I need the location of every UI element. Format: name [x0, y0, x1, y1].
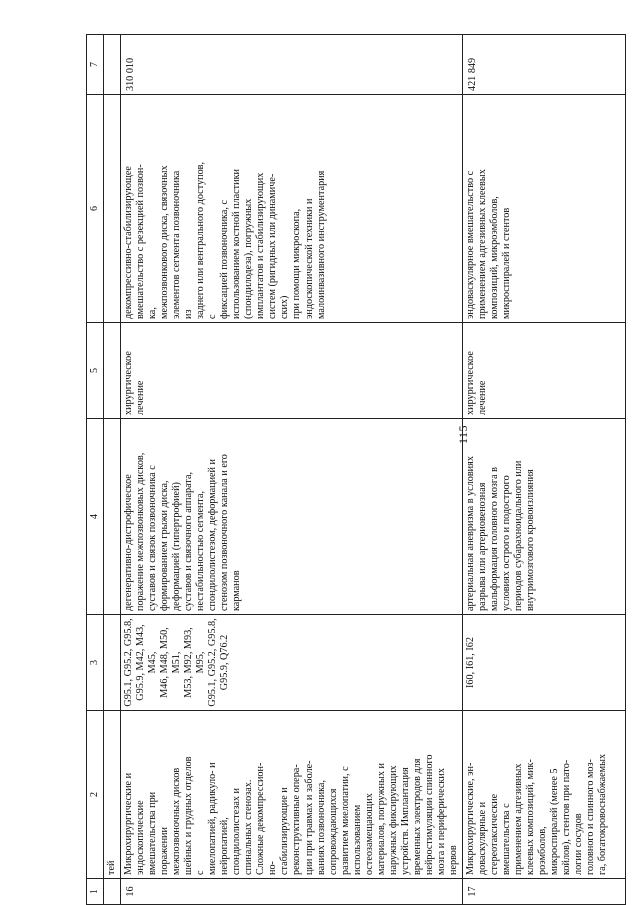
- cell-line: ваниях позвоночника,: [315, 779, 327, 875]
- cell-line: койлов), стентов при пато-: [561, 759, 573, 875]
- rotated-table-wrapper: [86, 35, 626, 905]
- header-cell-5: 5: [87, 323, 104, 419]
- cell-line: Микрохирургические и: [123, 772, 135, 875]
- treatment-type-cell: хирургическое лечение: [121, 323, 463, 419]
- table-header-row: [87, 35, 104, 905]
- cell-line: шейных и грудных отделов: [183, 756, 195, 875]
- cell-line: M95,: [195, 651, 207, 674]
- cell-line: использованием: [351, 804, 363, 875]
- header-cell-2: 2: [87, 711, 104, 879]
- cell-line: Сложные декомпрессион-: [255, 762, 267, 875]
- cell-line: логии сосудов: [573, 813, 585, 875]
- cell-line: эндоскопической техники и: [303, 198, 315, 319]
- cell-line: заднего или вентрального доступов,: [195, 161, 207, 319]
- row-number: 16: [121, 879, 463, 905]
- cell-line: мозга и периферических: [435, 768, 447, 875]
- cell-line: межпозвонкового диска, связочных: [159, 165, 171, 319]
- medical-services-table: [86, 34, 626, 905]
- cell-line: вмешательство с резекцией позвон-: [135, 164, 147, 319]
- cell-line: доваскулярные и: [476, 801, 488, 875]
- cell-line: внутримозгового кровоизлияния: [525, 469, 537, 611]
- cell-line: применением адгезивных: [513, 763, 525, 875]
- treatment-type-cell: хирургическое лечение: [462, 323, 625, 419]
- header-cell-4: 4: [87, 419, 104, 615]
- cell-line: клеевых композиций, мик-: [525, 759, 537, 875]
- cell-line: нейропатией,: [219, 817, 231, 875]
- cont-cell-3: [104, 615, 121, 711]
- cell-line: стабилизирующие и: [279, 787, 291, 875]
- cell-line: эндоскопические: [135, 800, 147, 875]
- diagnosis-cell: [462, 419, 625, 615]
- cell-line: головного и спинного моз-: [585, 759, 597, 875]
- cell-line: композиций, микроэмболов,: [488, 196, 500, 319]
- cell-line: карманов: [231, 570, 243, 611]
- cell-line: спондилолистезом, деформацией и: [207, 459, 219, 611]
- header-cell-6: 6: [87, 95, 104, 323]
- cell-line: роэмболов,: [537, 826, 549, 875]
- table-row: [121, 35, 463, 905]
- cell-line: стенозом позвоночного канала и его: [219, 454, 231, 611]
- cell-line: сопровождающихся: [327, 788, 339, 875]
- cell-line: условиях острого и подострого: [501, 475, 512, 611]
- cell-line: материалов, погружных и: [375, 763, 387, 875]
- cell-line: ка,: [147, 307, 159, 319]
- cell-line: развитием миелопатии, с: [339, 766, 351, 875]
- cell-line: га, богатокровоснабжаемых: [597, 753, 609, 875]
- cell-line: суставов и связочного аппарата,: [183, 471, 195, 611]
- cell-line: систем (ригидных или динамиче-: [267, 173, 279, 319]
- cell-line: наружных фиксирующих: [387, 765, 399, 875]
- cont-cell-6: [104, 95, 121, 323]
- cell-line: G95.9, Q76.2: [219, 634, 231, 691]
- cell-line: имплантатов и стабилизирующих: [255, 172, 267, 319]
- cell-line: I60, I61, I62: [464, 637, 476, 688]
- icd-codes-cell: [462, 615, 625, 711]
- cell-line: из: [183, 309, 195, 319]
- cell-line: суставов и связок позвоночника с: [147, 465, 159, 611]
- cell-line: вмешательства с: [501, 803, 512, 875]
- service-name-cell: [462, 711, 625, 879]
- cont-cell-2: тей: [104, 711, 121, 879]
- cell-line: применением адгезивных клеевых: [476, 169, 488, 319]
- cell-line: декомпрессивно-стабилизирующее: [123, 166, 135, 319]
- page-number: 115: [456, 424, 470, 444]
- cell-line: микроспиралей и стентов: [501, 207, 512, 319]
- cell-line: фиксацией позвоночника, с: [219, 200, 231, 319]
- row-number: 17: [462, 879, 625, 905]
- cell-line: но-: [267, 861, 279, 875]
- cell-line: ских): [279, 295, 291, 319]
- cell-line: G95.1, G95.2, G95.8,: [123, 618, 135, 707]
- cell-line: G95.1, G95.2, G95.8,: [207, 618, 219, 707]
- cell-line: с: [207, 314, 219, 319]
- cell-line: G95.9, M42, M43,: [135, 624, 147, 701]
- price-cell: 310 010: [121, 35, 463, 95]
- cell-line: спинальных стенозах.: [243, 779, 255, 875]
- cell-line: эндоваскулярное вмешательство с: [464, 170, 476, 319]
- cell-line: межпозвоночных дисков: [171, 767, 183, 875]
- service-name-cell: [121, 711, 463, 879]
- cell-line: спондилолистезах и: [231, 788, 243, 875]
- header-cell-7: 7: [87, 35, 104, 95]
- cell-line: M46, M48, M50,: [159, 627, 171, 698]
- treatment-method-cell: [121, 95, 463, 323]
- cell-line: стереотаксические: [488, 793, 500, 875]
- header-cell-1: 1: [87, 879, 104, 905]
- cell-line: нервов: [447, 845, 459, 875]
- cont-cell-1: [104, 879, 121, 905]
- treatment-method-cell: [462, 95, 625, 323]
- cell-line: реконструктивные опера-: [291, 764, 303, 875]
- cell-line: деформацией (гипертрофией): [171, 482, 183, 611]
- cell-line: малоинвазивного инструментария: [315, 170, 327, 319]
- diagnosis-cell: [121, 419, 463, 615]
- cell-line: дегенеративно-дистрофическое: [123, 474, 135, 611]
- cell-line: артериальная аневризма в условиях: [464, 456, 476, 611]
- cell-line: миелопатией, радикуло- и: [207, 762, 219, 875]
- table-row: [462, 35, 625, 905]
- cell-line: вмешательства при: [147, 791, 159, 875]
- cell-line: с: [195, 870, 207, 875]
- cell-line: периодов субарахноидального или: [513, 460, 525, 611]
- cell-line: разрыва или артериовенозная: [476, 482, 488, 611]
- header-cell-3: 3: [87, 615, 104, 711]
- cell-line: Микрохирургические, эн-: [464, 762, 476, 875]
- cell-line: микроспиралей (менее 5: [549, 768, 561, 875]
- cell-line: использованием костной пластики: [231, 169, 243, 319]
- cell-line: M45,: [147, 651, 159, 674]
- cell-line: мальформация головного мозга в: [488, 467, 500, 611]
- cell-line: ции при травмах и заболе-: [303, 760, 315, 875]
- icd-codes-cell: [121, 615, 463, 711]
- cell-line: поражение межпозвонковых дисков,: [135, 452, 147, 611]
- cell-line: формированием грыжи диска,: [159, 480, 171, 611]
- cell-line: элементов сегмента позвоночника: [171, 170, 183, 319]
- cell-line: M51,: [171, 651, 183, 674]
- cell-line: нестабильностью сегмента,: [195, 490, 207, 611]
- cont-cell-5: [104, 323, 121, 419]
- cell-line: устройств. Имплантация: [399, 767, 411, 875]
- cell-line: нейростимуляции спинного: [423, 754, 435, 875]
- cell-line: остеозамещающих: [363, 793, 375, 875]
- continuation-row: [104, 35, 121, 905]
- cont-cell-4: [104, 419, 121, 615]
- cell-line: при помощи микроскопа,: [291, 208, 303, 319]
- cell-line: (спондилодеза), погружных: [243, 198, 255, 319]
- cell-line: временных электродов для: [411, 758, 423, 875]
- price-cell: 421 849: [462, 35, 625, 95]
- cont-cell-7: [104, 35, 121, 95]
- cell-line: M53, M92, M93,: [183, 627, 195, 698]
- cell-line: поражении: [159, 827, 171, 875]
